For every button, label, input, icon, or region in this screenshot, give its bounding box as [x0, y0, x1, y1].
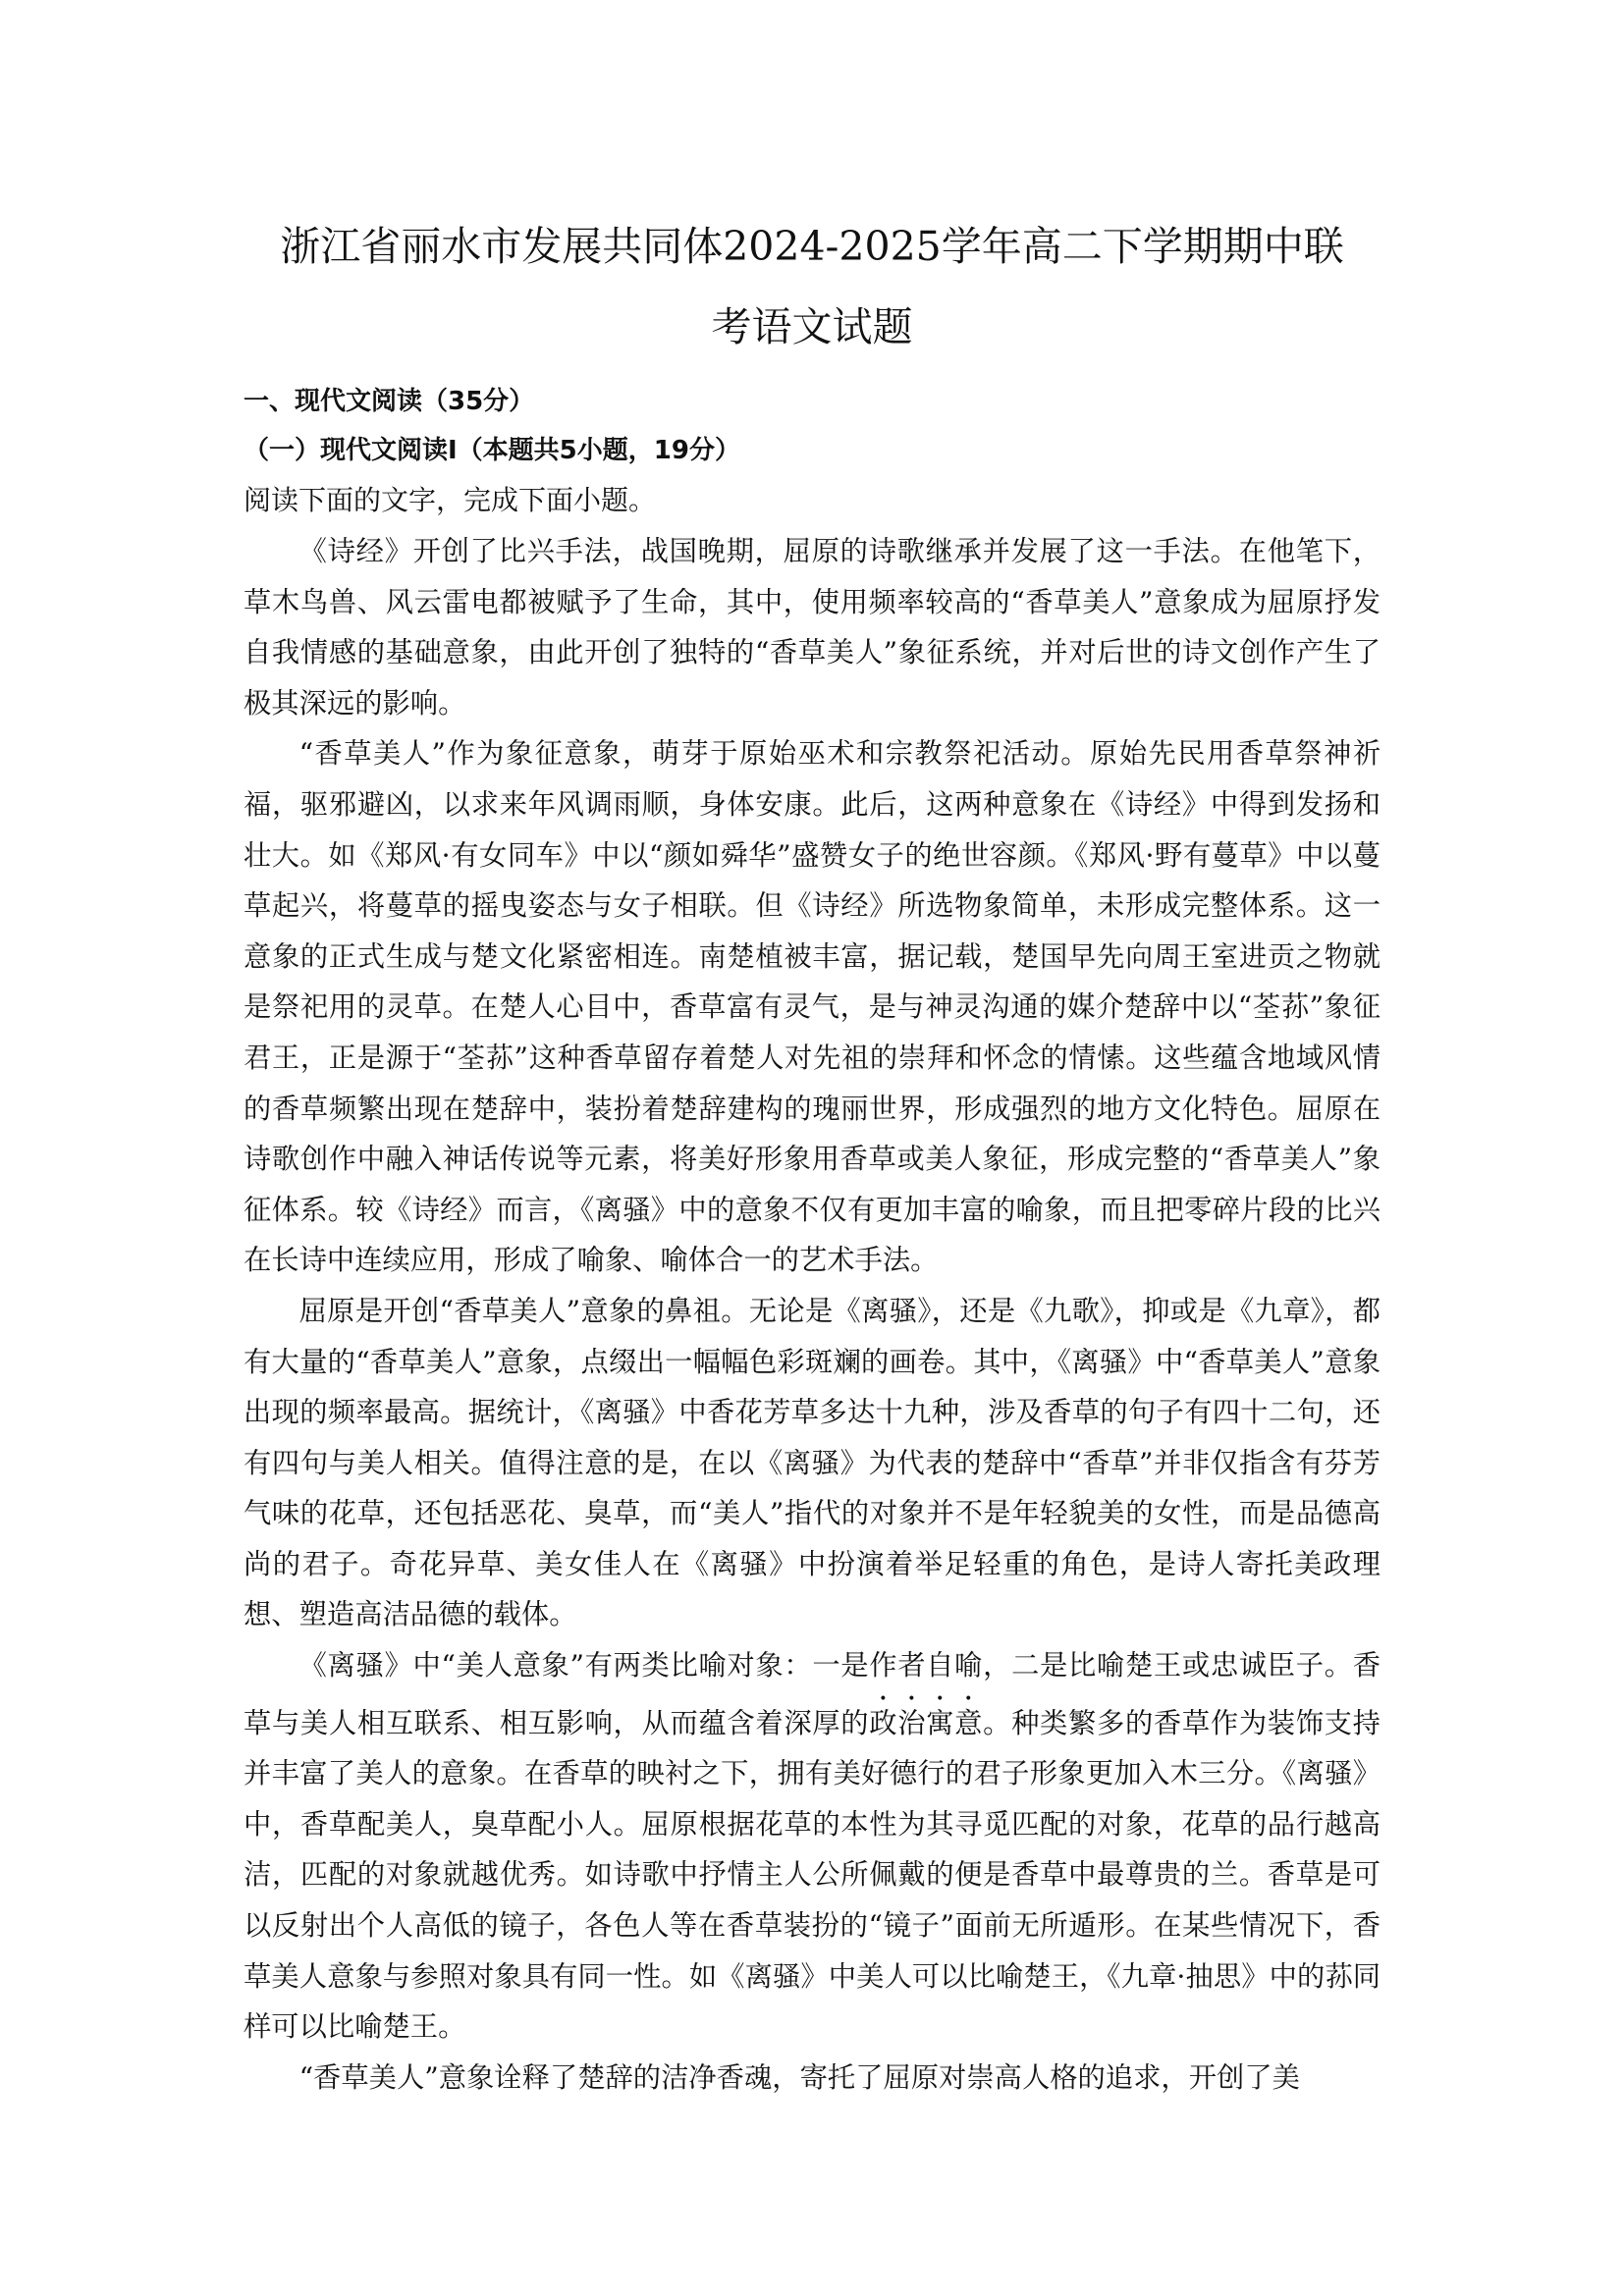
paragraph-4-text-after: 。种类繁多的香草作为装饰支持并丰富了美人的意象。在香草的映衬之下，拥有美好德行的君子形象更加入木三分。《离骚》中，香草配美人，臭草配小人。屈原根据花草的本性为其寻觅匹配的对象，花草的品行越高洁，匹配的对象就越优秀。如诗歌中抒情主人公所佩戴的便是香草中最尊贵的兰。香草是可以反射出个人高低的镜子，各色人等在香草装扮的“镜子”面前无所遁形。在某些情况下，香草美人意象与参照对象具有同一性。如《离骚》中美人可以比喻楚王，《九章·抽思》中的荪同样可以比喻楚王。	[244, 1706, 1380, 2044]
paragraph-4-text-before: 《离骚》中“美人意象”有两类比喻对象：一是作者自喻，二是比喻楚王或忠诚臣子。香草与美人相互联系、相互影响，从而蕴含着深厚的	[244, 1649, 1380, 1739]
title-line-2: 考语文试题	[711, 303, 913, 350]
subsection-heading: （一）现代文阅读Ⅰ（本题共5小题，19分）	[244, 436, 740, 465]
emphasized-phrase: 政治寓意	[869, 1706, 984, 1739]
document-title	[244, 206, 1380, 367]
paragraph-5: “香草美人”意象诠释了楚辞的洁净香魂，寄托了屈原对崇高人格的追求，开创了美	[298, 2060, 1300, 2094]
paragraph-2: “香草美人”作为象征意象，萌芽于原始巫术和宗教祭祀活动。原始先民用香草祭神祈福，驱邪避凶，以求来年风调雨顺，身体安康。此后，这两种意象在《诗经》中得到发扬和壮大。如《郑风·有女同车》中以“颜如舜华”盛赞女子的绝世容颜。《郑风·野有蔓草》中以蔓草起兴，将蔓草的摇曳姿态与女子相联。但《诗经》所选物象简单，未形成完整体系。这一意象的正式生成与楚文化紧密相连。南楚植被丰富，据记载，楚国早先向周王室进贡之物就是祭祀用的灵草。在楚人心目中，香草富有灵气，是与神灵沟通的媒介楚辞中以“荃荪”象征君王，正是源于“荃荪”这种香草留存着楚人对先祖的崇拜和怀念的情愫。这些蕴含地域风情的香草频繁出现在楚辞中，装扮着楚辞建构的瑰丽世界，形成强烈的地方文化特色。屈原在诗歌创作中融入神话传说等元素，将美好形象用香草或美人象征，形成完整的“香草美人”象征体系。较《诗经》而言，《离骚》中的意象不仅有更加丰富的喻象，而且把零碎片段的比兴在长诗中连续应用，形成了喻象、喻体合一的艺术手法。	[244, 737, 1380, 1277]
section-heading: 一、现代文阅读（35分）	[244, 387, 535, 416]
paragraph-3: 屈原是开创“香草美人”意象的鼻祖。无论是《离骚》，还是《九歌》，抑或是《九章》，都有大量的“香草美人”意象，点缀出一幅幅色彩斑斓的画卷。其中，《离骚》中“香草美人”意象出现的频率最高。据统计，《离骚》中香花芳草多达十九种，涉及香草的句子有四十二句，还有四句与美人相关。值得注意的是，在以《离骚》为代表的楚辞中“香草”并非仅指含有芬芳气味的花草，还包括恶花、臭草，而“美人”指代的对象并不是年轻貌美的女性，而是品德高尚的君子。奇花异草、美女佳人在《离骚》中扮演着举足轻重的角色，是诗人寄托美政理想、塑造高洁品德的载体。	[244, 1294, 1380, 1631]
paragraph-1: 《诗经》开创了比兴手法，战国晚期，屈原的诗歌继承并发展了这一手法。在他笔下，草木鸟兽、风云雷电都被赋予了生命，其中，使用频率较高的“香草美人”意象成为屈原抒发自我情感的基础意象，由此开创了独特的“香草美人”象征系统，并对后世的诗文创作产生了极其深远的影响。	[244, 535, 1380, 720]
title-line-1: 浙江省丽水市发展共同体2024-2025学年高二下学期期中联	[280, 223, 1344, 270]
reading-instruction: 阅读下面的文字，完成下面小题。	[244, 484, 657, 516]
paragraph-4	[244, 1640, 1380, 2053]
